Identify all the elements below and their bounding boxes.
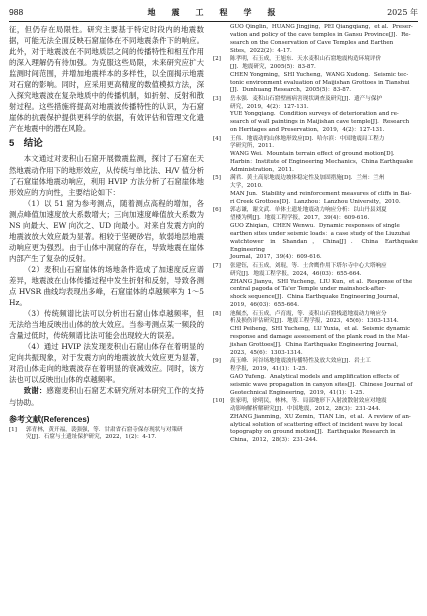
reference-line: WANG Wei．Mountain terrain effect of ground motion[D]． [230,151,399,158]
journal-name: 地 震 工 程 学 报 [147,7,280,17]
reference-text [230,207,418,262]
reference-line: jishan Grottoes[J]．China Earthquake Engineering Journal， [230,341,402,348]
reference-line: 陈孝明，石玉成，王旭东．天水麦积山石窟地震构造环境评价 [230,55,382,62]
reference-number: [9] [213,358,221,365]
reference-text [230,311,418,358]
reference-text [230,263,418,310]
reference-line: 王伟．地震动的山体地形效应[D]．哈尔滨：中国地震局工程力 [230,135,385,142]
reference-line: ZHANG Jianyu，SHI Yucheng，LIU Kun，et al．Response of the [230,278,413,285]
reference-line: central pagoda of Ta'er Temple under mainshock-after- [230,286,387,293]
reference-line: Sites，2022(2)：4-17. [230,47,292,54]
reference-entry [213,136,418,175]
reference-number: [10] [213,398,225,404]
reference-text [230,398,418,445]
reference-line: CHI Peiheng，SHI Yucheng，LU Yuxia，et al．Seismic dynamic [230,326,411,333]
reference-line: on Heritages and Preservation，2019，4(2)：127-131. [230,127,385,134]
reference-text [230,175,418,206]
reference-line: 满君．黄土高原地震边坡体稳定性及加固措施[D]．兰州：兰州 [230,175,385,182]
reference-line: 2019，46(03)：655-664. [230,302,300,309]
reference-line: 池佩杰，石玉成，卢育霞，等．麦积山石窟栈道地震动力响应分 [230,310,387,317]
reference-line: 大学，2010. [230,183,263,190]
reference-line: ZHANG Jianming，XU Zemin，TIAN Lin，et al．A review of an- [230,413,411,420]
reference-line: 郭志谦，谢文武．单体土遗址地震动力响应分析：以山丹县刘夏 [230,207,387,214]
reference-line: 高玉峰．河谷场地地震波传播特性及放大效应[J]．岩土工 [230,358,371,365]
reference-number: [3] [213,95,221,102]
reference-line: tonic environment evaluation of Maijishan Grottoes in Tianshui [230,79,410,86]
reference-line: 研究，2019，4(2)：127-131. [230,103,309,110]
reference-line: CHEN Yongming，SHI Yucheng，WANG Xudong．Seismic tec- [230,71,409,78]
reference-list [213,24,418,445]
left-column [9,24,204,612]
reference-line: 析及损伤评估研究[J]．地震工程学报，2023，45(6)：1303-1314. [230,318,399,325]
reference-entry [213,263,418,310]
reference-line: 张家明，徐明民，林林，等．局部地形下入射波散射效应对地震 [230,398,387,404]
conclusion-item-4: （4）通过 HVIP 法发现麦积山石窟山体存在着明显的定向共振现象，对于发震方向的地震波放大效应更为显著，对沿山体走向的地震波存在着明显的衰减效应。同时，该方法也可以反映出山体的卓越频率。 [9,342,204,385]
reference-line: GAO Yufeng．Analytical models and amplification effects of [230,373,399,380]
reference-text [230,136,418,175]
reference-line: 郭青林，黄开福，裴强强，等．甘肃省石窟寺保存现状与对策研 [26,426,183,433]
reference-line: YUE Yongqiang．Condition surveys of deterioration and re- [230,111,399,118]
running-header [9,7,418,21]
reference-line: response and damage assessment of the plank road in the Mai- [230,334,410,341]
reference-line: earthen sites under seismic loads：a case study of the Liuzuhai [230,230,410,237]
reference-entry [213,398,418,445]
reference-line: 程学报，2019，41(1)：1-25. [230,366,308,373]
reference-line: alytical solution of scattering effect of incident wave by local [230,421,403,428]
reference-line: [J]．Dunhuang Research，2005(5)：83-87. [230,87,352,94]
reference-entry [213,358,418,397]
discussion-paragraph: 征，但仍存在局限性。研究主要基于特定时段内的地震数据，可能无法全面反映石窟崖体在不同地震条件下的响应。此外，对于地震波在不同地质层之间的传播特性和相互作用的深入理解仍有待加强。为克服这些局限，未来研究应扩大监测时间范围，并增加地震样本的多样性，以全面揭示地震对石窟的影响。同时，应采用更高精度的数值模拟方法，深入探究地震波在复杂地质中的传播机制，如折射、反射和散射过程。这些措施将提高对地震波传播特性的认识，为石窟崖体的抗震保护提供更科学的依据，有效评估和管理文化遗产在地震中的潜在风险。 [9,25,204,134]
reference-entry [9,427,204,443]
reference-number: [6] [213,207,221,214]
reference-entry [213,207,418,262]
conclusion-item-1: （1）以 51 窟为参考测点，随着测点高程的增加，各测点峰值加速度放大系数增大；三向加速度峰值放大系数为 NS 向最大、EW 向次之、UD 向最小。对来自发震方向的地震波放大效应最为显著。相较于坚硬砂岩，软弱地层地震动响应更为强烈。由于山体中洞窟的存在，导致地震在崖体内部产生了复杂的反射。 [9,198,204,263]
acknowledgement [9,385,204,407]
reference-line: 动影响解析解研究[J]．中国地震，2012，28(3)：231-244. [230,405,381,412]
header-rule [9,21,418,22]
reference-entry [213,24,418,55]
reference-line: 张建钰，石玉成，刘琨，等．土舍鹰作用下塔尔寺中心大塔响应 [230,262,387,269]
reference-entry [213,96,418,135]
reference-line: topography on ground motion[J]．Earthquake Research in [230,429,396,436]
reference-number: [4] [213,135,221,142]
reference-text [26,427,204,443]
reference-line: 学研究所，2011. [230,143,274,150]
reference-line: 研究[J]．地震工程学报，2024，46(03)：655-664. [230,270,362,277]
reference-text [230,24,418,55]
reference-entry [213,311,418,358]
reference-number: [8] [213,310,221,317]
acknowledgement-text: 感谢麦积山石窟艺术研究所对本研究工作的支持与协助。 [9,386,204,407]
reference-line: 2023，45(6)：1303-1314. [230,349,303,356]
reference-line: search of wall paintings in Maijishan cave temple[J]．Research [230,119,410,126]
reference-line: ri Creek Grottoes[D]．Lanzhou：Lanzhou University，2010. [230,198,401,205]
reference-number [213,24,230,55]
reference-entry [213,56,418,95]
conclusion-item-2: （2）麦积山石窟崖体的场地条件造成了加速度反应谱差异，地震波在山体传播过程中发生折射和反射，导致各测点 HVSR 曲线均表现出多峰，石窟崖体的卓越频率为 1～5 Hz。 [9,264,204,308]
reference-line: 望楼为例[J]．地震工程学报，2017，39(4)：609-616. [230,215,370,222]
reference-line: MAN Jun．Stability and reinforcement measures of cliffs in Bai- [230,191,412,198]
reference-line: GUO Qinglin，HUANG Jingjing，PEI Qiangqiang，et al．Preser- [230,24,413,30]
reference-number: [7] [213,262,221,269]
reference-line: Geotechnical Engineering，2019，41(1)：1-25. [230,389,365,396]
reference-text [230,358,418,397]
references-heading: 参考文献(References) [9,414,90,424]
reference-line: Journal，2017，39(4)：609-616. [230,254,322,261]
reference-entry [213,175,418,206]
acknowledgement-label: 致谢： [23,386,47,396]
reference-number: [1] [9,426,17,433]
issue-year: 2025 年 [387,8,418,17]
page-number: 988 [9,7,24,17]
reference-line: [J]．地震研究，2005(5)：83-87. [230,63,316,70]
reference-line: vation and policy of the cave temples in Gansu Province[J]．Re- [230,31,411,38]
conclusion-item-3: （3）传统频谱比法可以分析出石窟山体卓越频率，但无法给当地反映出山体的放大效应。当参考测点某一频段的含量过低时，传统频谱比法可能会出现较大的误差。 [9,309,204,341]
reference-line: GUO Zhiqian，CHEN Wenwu．Dynamic responses of single [230,223,400,230]
reference-line: seismic wave propagation in canyon sites[J]．Chinese Journal of [230,381,413,388]
section-heading-conclusion: 5 结论 [9,138,43,150]
reference-line: Administration，2011. [230,166,294,173]
reference-number: [2] [213,55,221,62]
reference-line: 究[J]．石窟与土遗址保护研究，2022，1(2)：4-17． [26,434,161,441]
right-column [213,24,418,612]
reference-line: watchtower in Shandan，China[J]．China Earthquake Engineering [230,238,418,253]
reference-line: China，2012，28(3)：231-244. [230,437,318,444]
reference-text [230,96,418,135]
reference-line: 岳永强．麦积山石窟壁画病害现状调查及研究[J]．遗产与保护 [230,95,383,102]
reference-number: [5] [213,175,221,182]
reference-text [230,56,418,95]
reference-line: search on the Conservation of Cave Temples and Earthen [230,39,394,46]
reference-line: shock sequence[J]．China Earthquake Engineering Journal， [230,294,404,301]
reference-line: Harbin：Institute of Engineering Mechanics，China Earthquake [230,159,413,166]
conclusion-intro: 本文通过对麦积山石窟开展微震监测，探讨了石窟在天然地震动作用下的地形效应，从传统与单比法、H/V 值分析了石窟崖体地震动响应，利用 HVIP 方法分析了石窟崖体地形效应的方向性，主要结论如下： [9,154,204,197]
